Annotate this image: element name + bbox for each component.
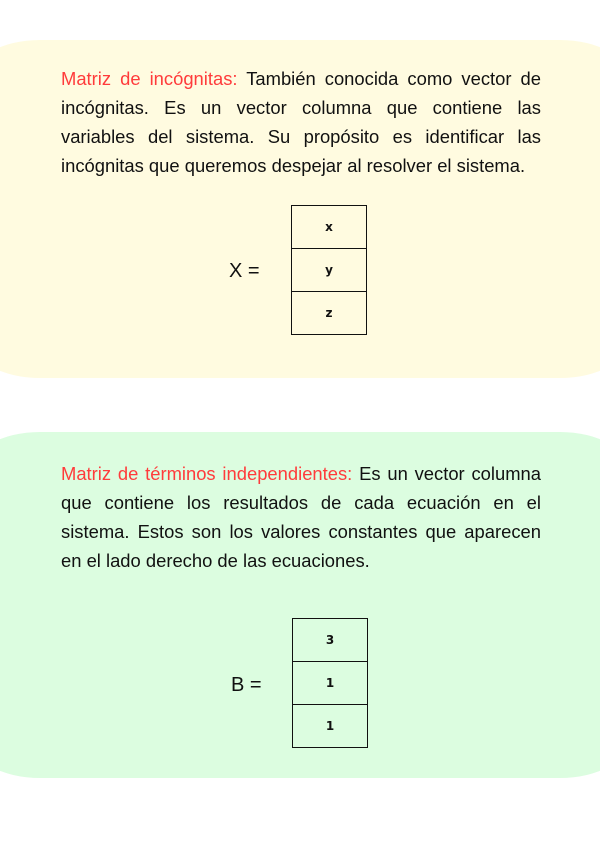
unknowns-description (61, 64, 541, 180)
vector-cell: x (292, 206, 366, 249)
unknowns-text: También conocida como vector de incógnitas. Es un vector columna que contiene las variables del sistema. Su propósito es identificar las incógnitas que queremos despejar al resolver el sistema. (61, 68, 541, 176)
independent-terms-vector (292, 618, 368, 748)
unknowns-vector (291, 205, 367, 335)
independent-terms-term: Matriz de términos independientes: (61, 463, 353, 484)
unknowns-term: Matriz de incógnitas: (61, 68, 238, 89)
vector-cell: 3 (293, 619, 367, 662)
vector-cell: z (325, 306, 333, 320)
independent-terms-text: Es un vector columna que contiene los resultados de cada ecuación en el sistema. Estos son los valores constantes que aparecen en el lado derecho de las ecuaciones. (61, 463, 541, 571)
independent-terms-description (61, 459, 541, 575)
independent-terms-equation-label: B = (231, 674, 262, 696)
unknowns-equation-label: X = (229, 260, 260, 282)
vector-cell: 1 (325, 719, 335, 733)
vector-cell: y (292, 249, 366, 292)
vector-cell: 1 (293, 662, 367, 705)
